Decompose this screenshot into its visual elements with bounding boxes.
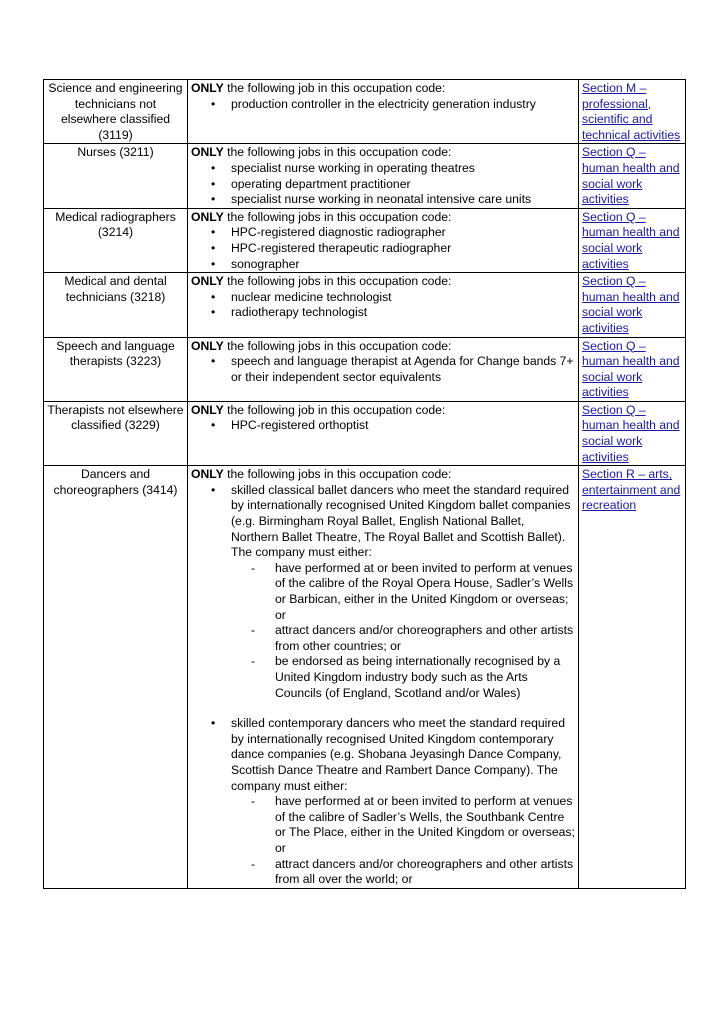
occupation-name: Speech and language therapists (3223) — [56, 338, 175, 369]
section-link[interactable]: Section Q – human health and social work activities — [582, 145, 680, 207]
jobs-cell — [188, 273, 579, 337]
section-cell — [579, 208, 686, 272]
section-link[interactable]: Section Q – human health and social work activities — [582, 209, 680, 271]
job-item-text: • skilled contemporary dancers who meet the standard required by internationally recognised United Kingdom contemporary dance companies (e.g. Shobana Jeyasingh Dance Company, Scottish Dance Theatre and Rambert Dance Company). The company must either: — [231, 716, 565, 793]
occupation-table — [43, 79, 686, 889]
lead-text: the following job in this occupation code: — [223, 402, 446, 417]
criteria-item: - have performed at or been invited to perform at venues of the calibre of Sadler’s Wells, the Southbank Centre or The Place, either in the United Kingdom or overseas; or — [231, 794, 575, 856]
criteria-item: - be endorsed as being internationally recognised by a United Kingdom industry body such as the Arts Councils (of England, Scotland and/or Wales) — [231, 654, 575, 701]
occupation-name: Nurses (3211) — [77, 145, 154, 160]
jobs-lead — [191, 467, 575, 483]
occupation-cell — [44, 80, 188, 144]
section-link[interactable]: Section Q – human health and social work activities — [582, 274, 680, 335]
occupation-cell — [44, 208, 188, 272]
lead-text: the following job in this occupation code: — [223, 81, 446, 95]
table-row — [44, 337, 686, 401]
occupation-cell — [44, 144, 188, 208]
criteria-list — [231, 794, 575, 888]
job-item: • sonographer — [191, 257, 575, 273]
jobs-lead — [191, 210, 575, 226]
section-cell — [579, 466, 686, 888]
lead-text: the following jobs in this occupation code: — [223, 145, 452, 160]
occupation-cell — [44, 466, 188, 888]
lead-text: the following jobs in this occupation code: — [223, 467, 452, 482]
only-label: ONLY — [191, 338, 224, 353]
criteria-list — [231, 561, 575, 701]
occupation-cell — [44, 337, 188, 401]
job-item: • operating department practitioner — [191, 177, 575, 193]
job-item — [191, 483, 575, 701]
job-item-text: • skilled classical ballet dancers who meet the standard required by internationally recognised United Kingdom ballet companies (e.g. Birmingham Royal Ballet, English National Ballet, Northern Ballet Theatre, The Royal Ballet and Scottish Ballet). The company must either: — [231, 482, 571, 560]
table-row — [44, 401, 686, 465]
job-item: • specialist nurse working in operating theatres — [191, 161, 575, 177]
jobs-lead — [191, 81, 575, 97]
section-cell — [579, 144, 686, 208]
table-row — [44, 80, 686, 144]
job-list — [191, 161, 575, 208]
only-label: ONLY — [191, 402, 224, 417]
jobs-cell — [188, 337, 579, 401]
jobs-lead — [191, 274, 575, 290]
job-list — [191, 354, 575, 385]
job-item — [191, 716, 575, 888]
occupation-cell — [44, 401, 188, 465]
job-item: • specialist nurse working in neonatal intensive care units — [191, 192, 575, 208]
section-link[interactable]: Section M – professional, scientific and technical activities — [582, 81, 681, 142]
job-item: • speech and language therapist at Agenda for Change bands 7+ or their independent sector equivalents — [191, 354, 575, 385]
table-row — [44, 466, 686, 888]
jobs-cell — [188, 144, 579, 208]
occupation-cell — [44, 273, 188, 337]
only-label: ONLY — [191, 145, 224, 160]
jobs-cell — [188, 208, 579, 272]
jobs-lead — [191, 145, 575, 161]
occupation-name: Medical radiographers (3214) — [55, 209, 176, 240]
job-item: • radiotherapy technologist — [191, 305, 575, 321]
jobs-cell — [188, 466, 579, 888]
section-cell — [579, 273, 686, 337]
job-item: • HPC-registered orthoptist — [191, 418, 575, 434]
section-cell — [579, 401, 686, 465]
section-link[interactable]: Section Q – human health and social work activities — [582, 338, 680, 400]
job-list — [191, 225, 575, 272]
occupation-name: Dancers and choreographers (3414) — [53, 467, 178, 497]
job-list — [191, 418, 575, 434]
table-row — [44, 144, 686, 208]
occupation-name: Medical and dental technicians (3218) — [64, 274, 167, 304]
criteria-item: - have performed at or been invited to perform at venues of the calibre of the Royal Opera House, Sadler’s Wells or Barbican, either in the United Kingdom or overseas; or — [231, 561, 575, 623]
job-item: • HPC-registered diagnostic radiographer — [191, 225, 575, 241]
job-item: • production controller in the electricity generation industry — [191, 97, 575, 113]
only-label: ONLY — [191, 81, 224, 95]
table-row — [44, 208, 686, 272]
lead-text: the following jobs in this occupation code: — [223, 274, 452, 289]
job-item: • nuclear medicine technologist — [191, 290, 575, 306]
job-list — [191, 97, 575, 113]
lead-text: the following jobs in this occupation code: — [223, 338, 452, 353]
criteria-item: - attract dancers and/or choreographers and other artists from all over the world; or — [231, 857, 575, 888]
only-label: ONLY — [191, 467, 224, 482]
jobs-lead — [191, 339, 575, 355]
job-list — [191, 483, 575, 888]
only-label: ONLY — [191, 274, 224, 289]
only-label: ONLY — [191, 209, 224, 224]
job-list — [191, 290, 575, 321]
criteria-item: - attract dancers and/or choreographers and other artists from other countries; or — [231, 623, 575, 654]
lead-text: the following jobs in this occupation code: — [223, 209, 452, 224]
table-row — [44, 273, 686, 337]
section-cell — [579, 80, 686, 144]
jobs-lead — [191, 403, 575, 419]
job-item: • HPC-registered therapeutic radiographer — [191, 241, 575, 257]
jobs-cell — [188, 80, 579, 144]
section-link[interactable]: Section R – arts, entertainment and recreation — [582, 467, 681, 513]
jobs-cell — [188, 401, 579, 465]
section-cell — [579, 337, 686, 401]
occupation-name: Science and engineering technicians not elsewhere classified (3119) — [48, 81, 183, 142]
occupation-name: Therapists not elsewhere classified (3229) — [47, 402, 184, 433]
section-link[interactable]: Section Q – human health and social work activities — [582, 402, 680, 464]
